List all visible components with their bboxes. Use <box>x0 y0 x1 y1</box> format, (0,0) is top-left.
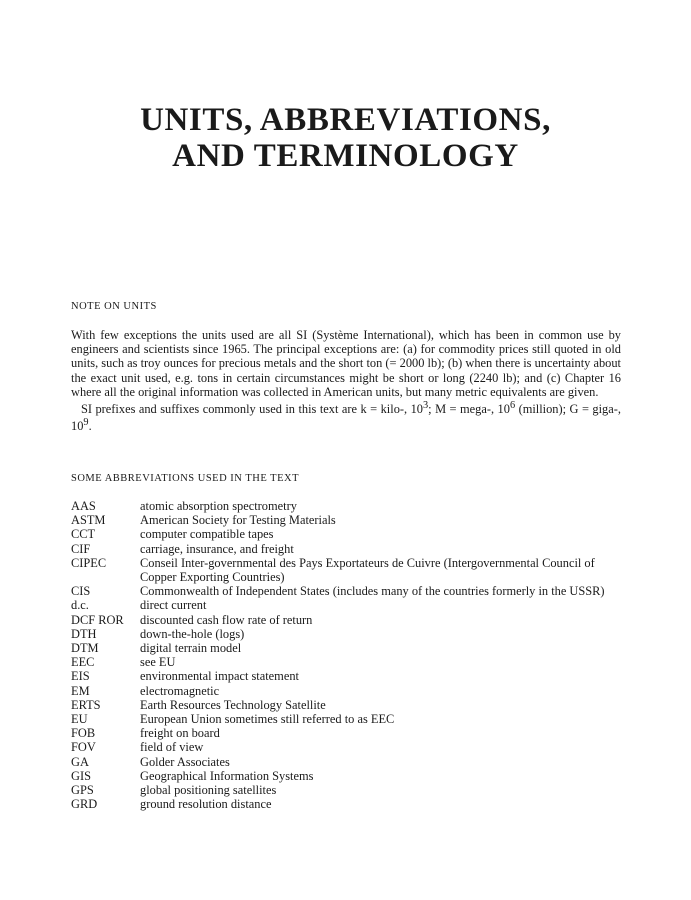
abbreviation-definition: digital terrain model <box>140 641 242 656</box>
abbreviation-code: EEC <box>71 655 95 670</box>
abbreviation-row <box>71 797 621 811</box>
abbreviation-code: CIPEC <box>71 555 107 570</box>
abbreviation-row <box>71 740 621 754</box>
abbreviation-code: GIS <box>71 768 91 783</box>
giga-exponent: 9 <box>83 417 89 429</box>
abbreviation-row <box>71 655 621 669</box>
abbreviation-definition: see EU <box>140 655 176 670</box>
kilo-exponent: 3 <box>422 400 429 412</box>
abbreviation-code: DTM <box>71 641 99 656</box>
abbreviation-definition: atomic absorption spectrometry <box>140 499 297 513</box>
abbreviation-definition: freight on board <box>140 726 220 741</box>
si-prefix-text-end: . <box>88 419 92 434</box>
abbreviation-definition: environmental impact statement <box>140 669 299 684</box>
abbreviation-row <box>71 726 621 740</box>
units-section-heading: NOTE ON UNITS <box>71 301 157 312</box>
abbreviation-code: EM <box>71 683 90 698</box>
abbreviation-code: CIS <box>71 584 91 599</box>
abbreviation-code: EIS <box>71 669 90 684</box>
abbreviation-code: d.c. <box>71 598 89 613</box>
abbreviation-definition: down-the-hole (logs) <box>140 626 245 641</box>
abbreviation-code: ERTS <box>71 697 101 712</box>
abbreviation-row <box>71 755 621 769</box>
abbreviation-code: GRD <box>71 797 98 812</box>
abbreviation-row <box>71 641 621 655</box>
abbreviation-definition: global positioning satellites <box>140 783 277 798</box>
page-title <box>0 102 691 174</box>
abbreviation-code: AAS <box>71 499 96 513</box>
abbreviation-row <box>71 712 621 726</box>
abbreviation-code: EU <box>71 712 88 727</box>
abbreviation-definition: direct current <box>140 598 207 613</box>
abbreviation-code: CIF <box>71 541 91 556</box>
abbreviation-row <box>71 542 621 556</box>
abbreviations-section-heading: SOME ABBREVIATIONS USED IN THE TEXT <box>71 473 299 484</box>
abbreviation-row <box>71 598 621 612</box>
abbreviation-definition: computer compatible tapes <box>140 527 274 542</box>
abbreviation-code: DCF ROR <box>71 612 124 627</box>
units-paragraph-1: With few exceptions the units used are all SI (Système International), which has been in common use by engineers and scientists since 1965. The principal exceptions are: (a) for commodity prices still quoted in old units, such as troy ounces for precious metals and the short ton (= 2000 lb); (b) when there is uncertainty about the exact unit used, e.g. tons in certain circumstances might be short or long (2240 lb); and (c) Chapter 16 where all the original information was collected in American units, but many metric equivalents are given. <box>71 328 621 399</box>
abbreviation-code: CCT <box>71 527 96 542</box>
abbreviation-row <box>71 684 621 698</box>
units-note-body <box>71 328 621 434</box>
abbreviation-row <box>71 613 621 627</box>
abbreviations-list <box>71 499 621 811</box>
page-title-line-1: UNITS, ABBREVIATIONS, <box>140 102 551 138</box>
si-prefix-text-mid: ; M = mega-, 10 <box>428 402 510 417</box>
abbreviation-definition: Commonwealth of Independent States (includes many of the countries formerly in the USSR) <box>140 584 605 599</box>
abbreviation-code: GPS <box>71 783 94 798</box>
mega-exponent: 6 <box>509 400 516 412</box>
abbreviation-row <box>71 556 621 584</box>
abbreviation-row <box>71 527 621 541</box>
abbreviation-definition: European Union sometimes still referred to as EEC <box>140 712 395 727</box>
abbreviation-definition: Conseil Inter-governmental des Pays Exportateurs de Cuivre (Intergovernmental Council of Copper Exporting Countries) <box>140 555 595 585</box>
abbreviation-definition: electromagnetic <box>140 683 220 698</box>
abbreviation-definition: American Society for Testing Materials <box>140 513 336 528</box>
abbreviation-definition: Geographical Information Systems <box>140 768 314 783</box>
abbreviation-row <box>71 698 621 712</box>
abbreviation-code: ASTM <box>71 513 106 528</box>
abbreviation-row <box>71 783 621 797</box>
abbreviation-row <box>71 769 621 783</box>
abbreviation-code: DTH <box>71 626 97 641</box>
abbreviation-row <box>71 499 621 513</box>
si-prefix-text-mid2: (million); G = giga-, 10 <box>71 402 621 434</box>
abbreviation-row <box>71 584 621 598</box>
abbreviation-definition: Golder Associates <box>140 754 230 769</box>
abbreviation-row <box>71 627 621 641</box>
abbreviation-definition: carriage, insurance, and freight <box>140 541 294 556</box>
abbreviation-definition: field of view <box>140 740 204 755</box>
abbreviation-definition: discounted cash flow rate of return <box>140 612 313 627</box>
units-paragraph-2 <box>71 399 621 434</box>
abbreviation-row <box>71 669 621 683</box>
abbreviation-definition: Earth Resources Technology Satellite <box>140 697 326 712</box>
abbreviation-code: FOV <box>71 740 96 755</box>
page-title-line-2: AND TERMINOLOGY <box>172 138 519 174</box>
si-prefix-text: SI prefixes and suffixes commonly used in this text are k = kilo-, 10 <box>81 402 423 417</box>
abbreviation-definition: ground resolution distance <box>140 797 272 812</box>
abbreviation-code: GA <box>71 754 89 769</box>
abbreviation-code: FOB <box>71 726 96 741</box>
abbreviation-row <box>71 513 621 527</box>
